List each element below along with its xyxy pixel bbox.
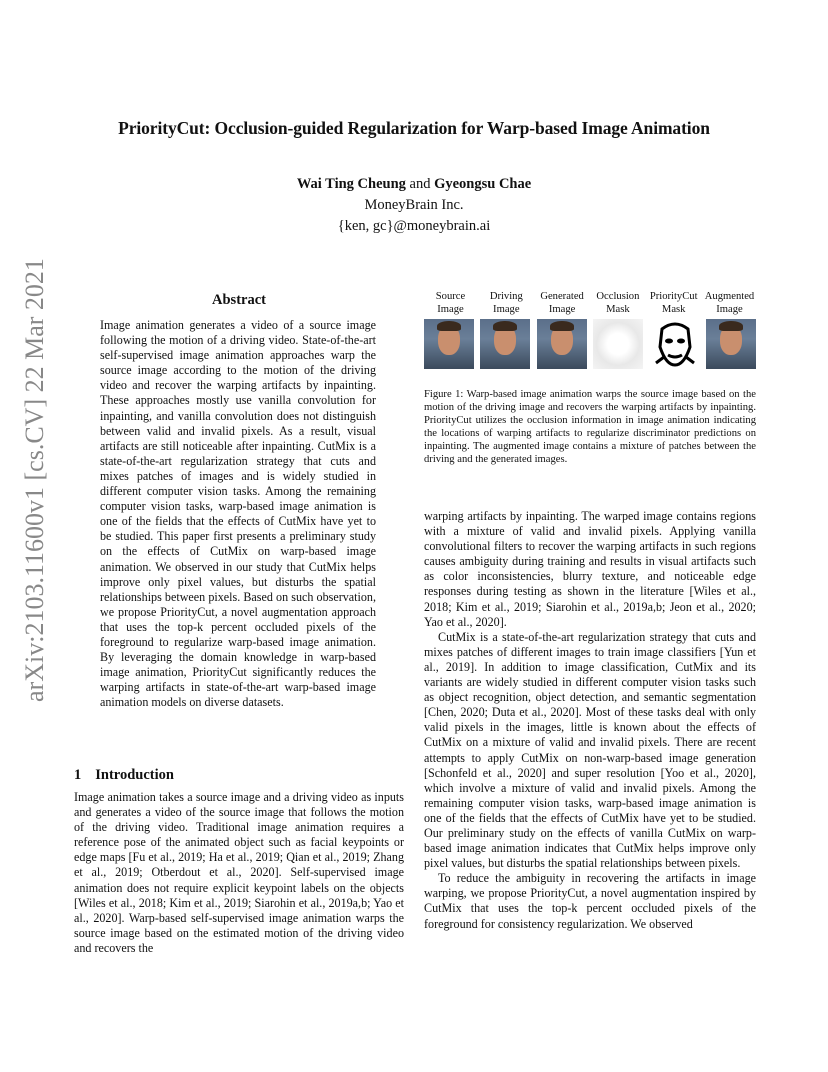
driving-image bbox=[480, 319, 530, 369]
section-number: 1 bbox=[74, 767, 82, 783]
figure-labels bbox=[424, 290, 756, 316]
section-heading bbox=[74, 767, 174, 784]
figure-label: PriorityCut Mask bbox=[649, 291, 698, 315]
figure-images bbox=[424, 319, 756, 369]
email: {ken, gc}@moneybrain.ai bbox=[337, 218, 491, 234]
section-title: Introduction bbox=[95, 767, 174, 783]
paragraph: To reduce the ambiguity in recovering the artifacts in image warping, we propose PriorityCut, a novel augmentation inspired by CutMix that uses the top-k percent occluded pixels of the foreground for consistency regularization. We observed bbox=[424, 871, 756, 931]
author-and: and bbox=[409, 176, 431, 192]
arxiv-stamp: arXiv:2103.11600v1 [cs.CV] 22 Mar 2021 bbox=[20, 258, 49, 702]
abstract-heading: Abstract bbox=[212, 292, 266, 308]
paper-title: PriorityCut: Occlusion-guided Regularization for Warp-based Image Animation bbox=[118, 118, 710, 138]
author-names bbox=[0, 174, 828, 195]
figure-1 bbox=[424, 290, 756, 369]
figure-label: Driving Image bbox=[489, 291, 523, 315]
figure-caption: Figure 1: Warp-based image animation warps the source image based on the motion of the driving image and recovers the warping artifacts by inpainting. PriorityCut utilizes the occlusion information in image animation indicating the locations of warping artifacts to regularize discriminator predictions on inpainting. The augmented image contains a mixture of patches between the driving and the generated images. bbox=[424, 389, 756, 466]
author-block bbox=[0, 174, 828, 237]
figure-label: Source Image bbox=[435, 291, 466, 315]
author-1: Wai Ting Cheung bbox=[296, 176, 406, 192]
paragraph: warping artifacts by inpainting. The warped image contains regions with a mixture of valid and invalid pixels. Applying vanilla convolutional filters to recover the warping artifacts in such regions causes ambiguity during training and results in visual artifacts such as color inconsistencies, blurry texture, and noticeable edge responses during testing as shown in the literature [Wiles et al., 2018; Kim et al., 2019; Siarohin et al., 2019a,b; Jeon et al., 2020; Yao et al., 2020]. bbox=[424, 509, 756, 629]
figure-label: Augmented Image bbox=[704, 291, 755, 315]
generated-image bbox=[537, 319, 587, 369]
intro-text: Image animation takes a source image and a driving video as inputs and generates a video of the source image that follows the motion of the driving video. Traditional image animation requires a reference pose of the animated object such as facial keypoints or edge maps [Fu et al., 2019; Ha et al., 2019; Qian et al., 2019; Zhang et al., 2019; Otberdout et al., 2020]. Self-supervised image animation does not require explicit keypoint labels on the objects [Wiles et al., 2018; Kim et al., 2019; Siarohin et al., 2019a,b; Yao et al., 2020]. Warp-based self-supervised image animation warps the source image based on the estimated motion of the driving video and recovers the bbox=[74, 790, 404, 955]
author-2: Gyeongsu Chae bbox=[434, 176, 532, 192]
figure-label: Occlusion Mask bbox=[596, 291, 640, 315]
source-image bbox=[424, 319, 474, 369]
augmented-image bbox=[706, 319, 756, 369]
occlusion-mask bbox=[593, 319, 643, 369]
prioritycut-mask bbox=[650, 319, 700, 369]
figure-label: Generated Image bbox=[540, 291, 584, 315]
paragraph: CutMix is a state-of-the-art regularization strategy that cuts and mixes patches of different images to train image classifiers [Yun et al., 2019]. In addition to image classification, CutMix and its variants are widely studied in different computer vision tasks such as object recognition, object detection, and semantic segmentation [Chen, 2020; Duta et al., 2020]. Most of these tasks deal with only valid pixels in the images, little is known about the effects of CutMix on a mixture of valid and invalid pixels. There are recent attempts to apply CutMix on non-warp-based image generation [Schonfeld et al., 2020] and super resolution [Yoo et al., 2020], which involve a mixture of valid and invalid pixels. Among the remaining computer vision tasks, warp-based image animation is one of the fields that the effects of CutMix have yet to be studied. Our preliminary study on the effects of vanilla CutMix on warp-based image animation indicates that CutMix helps improve only pixel values, but disturbs the spatial relationships between pixels. bbox=[424, 629, 756, 871]
right-column bbox=[424, 509, 756, 932]
affiliation: MoneyBrain Inc. bbox=[364, 197, 464, 213]
abstract-text: Image animation generates a video of a source image following the motion of a driving video. State-of-the-art self-supervised image animation approaches warp the source image according to the motion of the driving video and recover the warping artifacts by inpainting. These approaches mostly use vanilla convolution for inpainting, and vanilla convolution does not distinguish between valid and invalid pixels. As a result, visual artifacts are still noticeable after inpainting. CutMix is a state-of-the-art regularization strategy that cuts and mixes patches of images and is widely studied in different computer vision tasks. Among the remaining computer vision tasks, warp-based image animation is one of the fields that the effects of CutMix have yet to be studied. This paper first presents a preliminary study on the effects of CutMix on warp-based image animation. We observed in our study that CutMix helps improve only pixel values, but disturbs the spatial relationships between pixels. Based on such observation, we propose PriorityCut, a novel augmentation approach that uses the top-k percent occluded pixels of the foreground to regularize warp-based image animation. By leveraging the domain knowledge in warp-based image animation, PriorityCut significantly reduces the warping artifacts in state-of-the-art warp-based image animation models on diverse datasets. bbox=[100, 318, 376, 710]
